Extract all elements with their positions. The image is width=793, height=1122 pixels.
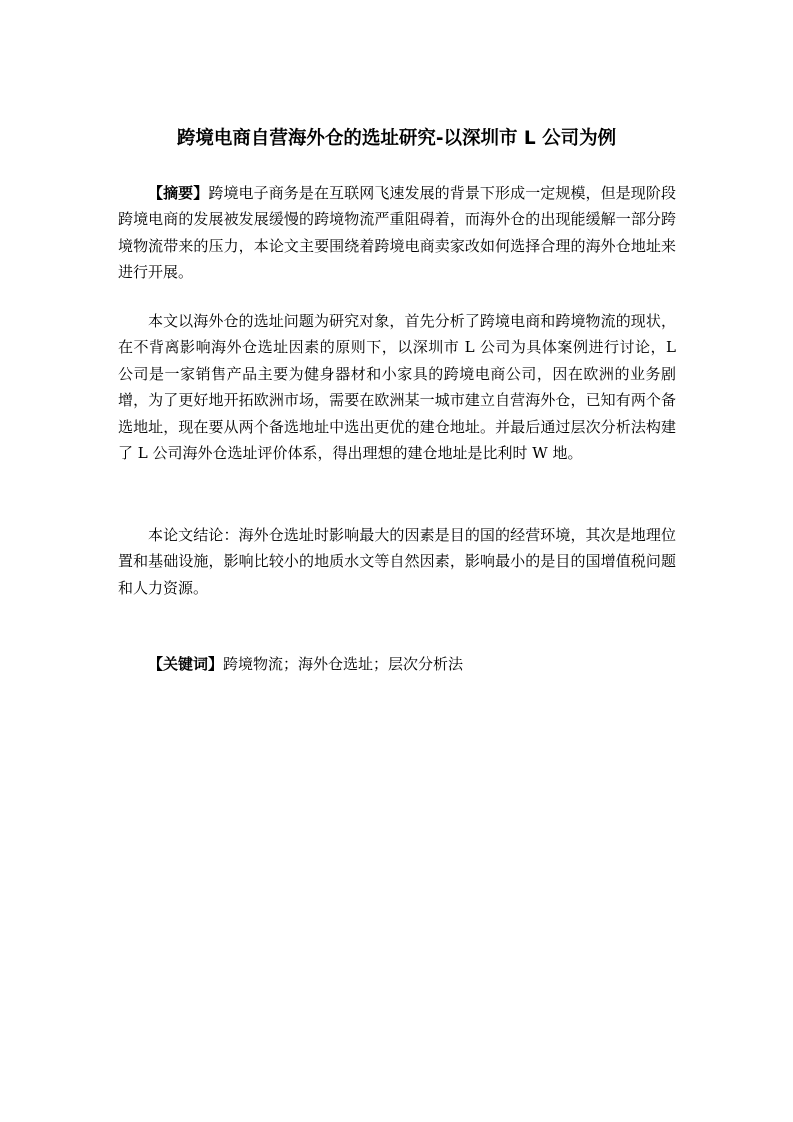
body-paragraph-2-block: [118, 308, 676, 466]
abstract-paragraph: [118, 180, 676, 286]
body-paragraph-3-block: [118, 522, 676, 601]
keywords-text: 跨境物流；海外仓选址；层次分析法: [223, 655, 464, 673]
paper-title: 跨境电商自营海外仓的选址研究-以深圳市 L 公司为例: [176, 128, 617, 149]
body-paragraph-3: 本论文结论：海外仓选址时影响最大的因素是目的国的经营环境，其次是地理位置和基础设施，影响比较小的地质水文等自然因素，影响最小的是目的国增值税问题和人力资源。: [118, 526, 676, 597]
body-paragraph-2: 本文以海外仓的选址问题为研究对象，首先分析了跨境电商和跨境物流的现状，在不背离影响海外仓选址因素的原则下，以深圳市 L 公司为具体案例进行讨论，L 公司是一家销售产品主要为健身器材和小家具的跨境电商公司，因在欧洲的业务剧增，为了更好地开拓欧洲市场，需要在欧洲某一城市建立自营海外仓，已知有两个备选地址，现在要从两个备选地址中选出更优的建仓地址。并最后通过层次分析法构建了 L 公司海外仓选址评价体系，得出理想的建仓地址是比利时 W 地。: [118, 312, 676, 463]
abstract-section: [118, 180, 676, 286]
keywords-label: 【关键词】: [148, 655, 224, 673]
abstract-label: 【摘要】: [148, 184, 209, 202]
abstract-text: 跨境电子商务是在互联网飞速发展的背景下形成一定规模，但是现阶段跨境电商的发展被发展缓慢的跨境物流严重阻碍着，而海外仓的出现能缓解一部分跨境物流带来的压力，本论文主要围绕着跨境电商卖家改如何选择合理的海外仓地址来进行开展。: [118, 184, 676, 282]
keywords-section: [148, 651, 676, 677]
